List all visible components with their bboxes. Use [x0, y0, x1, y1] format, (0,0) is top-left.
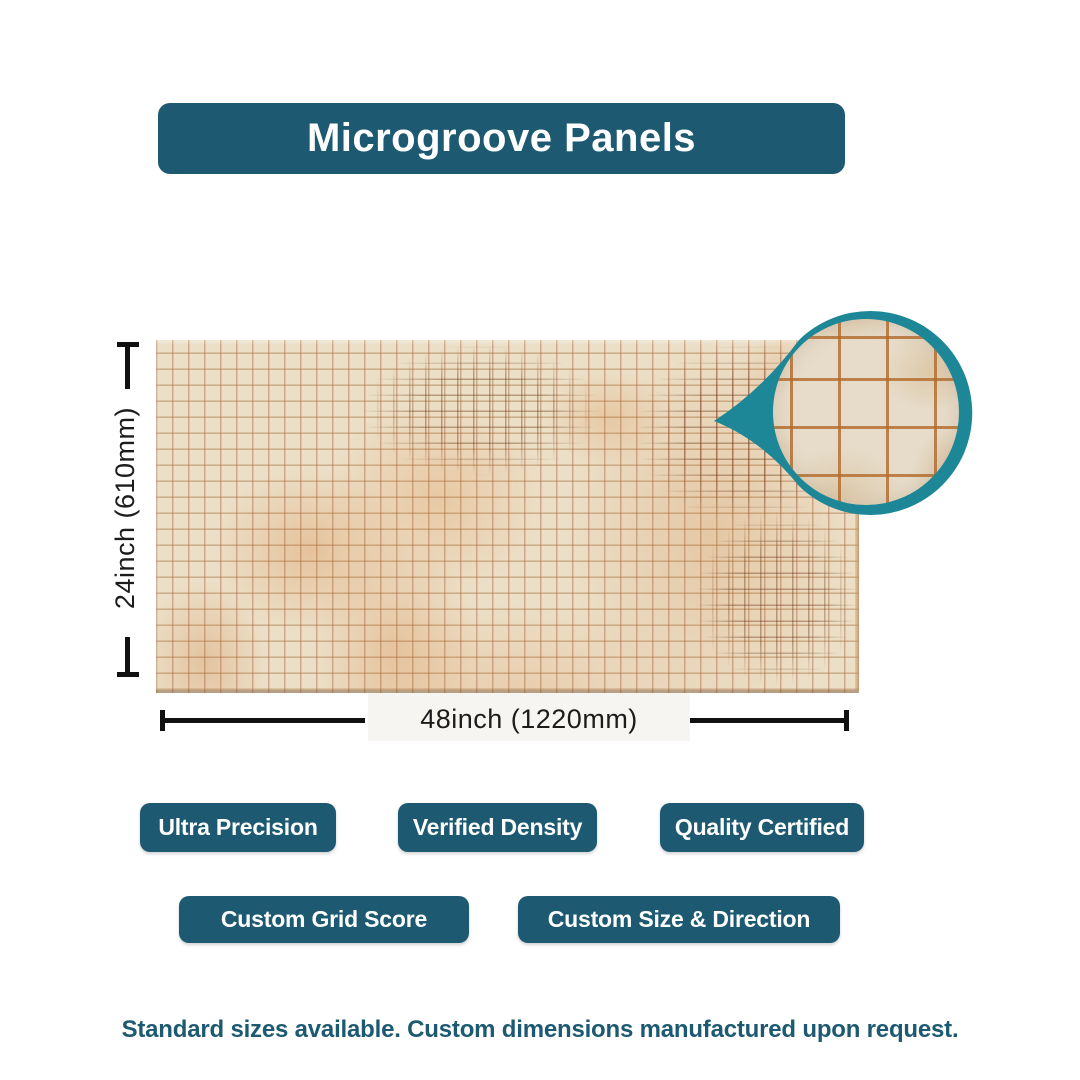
- footer-note: Standard sizes available. Custom dimensions manufactured upon request.: [121, 1016, 959, 1043]
- badge-custom-size-direction: Custom Size & Direction: [518, 896, 840, 943]
- panel-dark-grid-patch: [696, 510, 858, 686]
- page-title: Microgroove Panels: [306, 116, 697, 160]
- badge-quality-certified: Quality Certified: [660, 803, 864, 852]
- width-dim-cap-right: [844, 710, 849, 731]
- width-dimension-label: 48inch (1220mm): [420, 703, 638, 734]
- height-dim-stem-top: [125, 342, 130, 389]
- loupe-magnified-grid: [773, 319, 959, 505]
- width-dim-line-right: [690, 718, 849, 723]
- width-dim-line-left: [160, 718, 365, 723]
- title-banner: [158, 103, 845, 174]
- height-dimension-label: 24inch (610mm): [109, 406, 140, 610]
- badge-ultra-precision: Ultra Precision: [140, 803, 336, 852]
- height-dim-stem-bottom: [125, 637, 130, 673]
- badge-verified-density: Verified Density: [398, 803, 597, 852]
- height-dim-cap-bottom: [117, 672, 139, 677]
- badge-custom-grid-score: Custom Grid Score: [179, 896, 469, 943]
- panel-dark-grid-patch: [361, 344, 601, 476]
